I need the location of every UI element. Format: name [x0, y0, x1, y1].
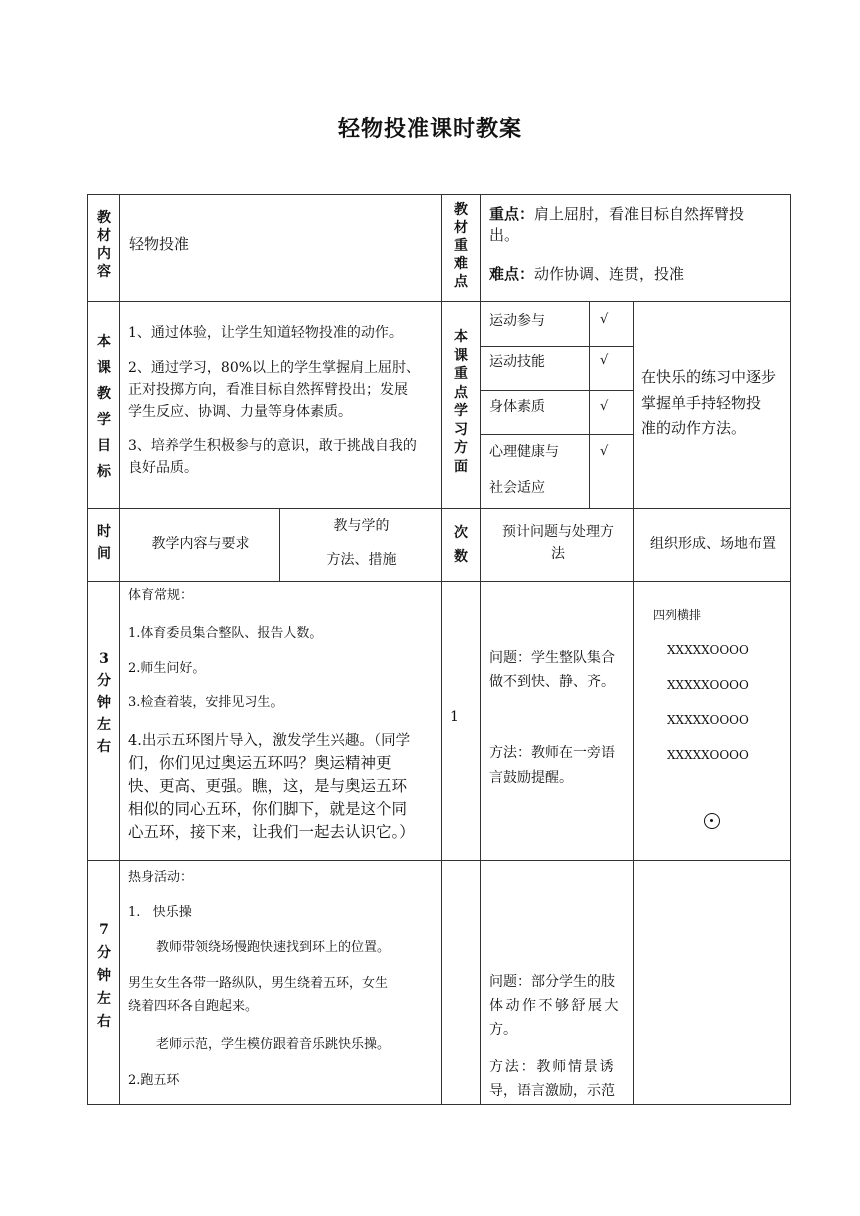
goal-line: 1、通过体验，让学生知道轻物投准的动作。	[128, 325, 403, 341]
goal-line: 正对投掷方向，看准目标自然挥臂投出；发展	[128, 382, 408, 398]
check-mark: √	[600, 399, 609, 414]
sec1-problem-line: 问题：学生整队集合	[489, 650, 615, 666]
row2-label-cell	[87, 301, 120, 509]
aspect-label: 心理健康与	[489, 444, 559, 460]
sec1-formation-cell	[633, 581, 791, 861]
summary-line: 准的动作方法。	[641, 419, 747, 437]
row2-label2-cell	[441, 301, 481, 509]
summary-line: 在快乐的练习中逐步	[641, 368, 777, 386]
sec2-solution-line: 导，语言激励，示范	[489, 1083, 615, 1099]
header-problem-line2: 法	[551, 546, 565, 562]
key-point-line2: 出。	[489, 226, 520, 244]
sec1-count: 1	[450, 709, 459, 725]
header-count-cell	[441, 508, 481, 582]
header-org: 组织形成、场地布置	[650, 536, 776, 552]
row2-goals-cell	[119, 301, 442, 509]
header-method-cell	[279, 508, 442, 582]
sec1-line: 4.出示五环图片导入，激发学生兴趣。（同学	[128, 733, 411, 749]
sec1-line: 体育常规：	[128, 588, 194, 603]
header-method-line2: 方法、措施	[326, 552, 397, 568]
goal-line: 2、通过学习，80%以上的学生掌握肩上屈肘、	[128, 360, 421, 376]
sec1-line: 2.师生问好。	[128, 661, 206, 676]
aspect-label: 运动技能	[489, 354, 545, 370]
sec2-time: 7分钟左右	[97, 922, 111, 1030]
header-problem-line1: 预计问题与处理方	[502, 524, 614, 540]
teacher-position-icon	[704, 813, 720, 829]
material-content: 轻物投准	[129, 235, 190, 253]
sec1-problem-cell	[480, 581, 634, 861]
row2-label: 本课教学目标	[97, 334, 111, 480]
aspect-label: 社会适应	[489, 480, 545, 496]
header-problem-cell	[480, 508, 634, 582]
sec2-content-cell	[119, 860, 442, 1105]
formation-row: XXXXXOOOO	[667, 713, 749, 727]
formation-row: XXXXXOOOO	[667, 643, 749, 657]
sec1-time-cell	[87, 581, 120, 861]
check-mark: √	[600, 444, 609, 459]
row1-label2-cell	[441, 194, 481, 302]
difficulty-text: 动作协调、连贯，投准	[534, 265, 685, 283]
formation-row: XXXXXOOOO	[667, 678, 749, 692]
formation-row: XXXXXOOOO	[667, 748, 749, 762]
sec1-line: 1.体育委员集合整队、报告人数。	[128, 626, 323, 641]
sec2-problem-cell	[480, 860, 634, 1105]
header-org-cell	[633, 508, 791, 582]
sec1-content-cell	[119, 581, 442, 861]
check-mark: √	[600, 312, 609, 327]
sec2-line: 教师带领绕场慢跑快速找到环上的位置。	[156, 940, 391, 955]
header-content: 教学内容与要求	[151, 536, 250, 552]
sec1-solution-line: 方法：教师在一旁语	[489, 745, 615, 761]
check-mark: √	[600, 353, 609, 368]
sec1-count-cell	[441, 581, 481, 861]
page-title: 轻物投准课时教案	[337, 116, 522, 142]
sec1-line: 们，你们见过奥运五环吗？奥运精神更	[128, 754, 392, 772]
sec1-problem-line: 做不到快、静、齐。	[489, 674, 615, 690]
goal-line: 学生反应、协调、力量等身体素质。	[128, 404, 352, 420]
row1-label2: 教材重难点	[454, 202, 468, 290]
sec2-problem-line: 问题：部分学生的肢	[489, 974, 615, 990]
header-time-cell	[87, 508, 120, 582]
header-count: 次数	[454, 525, 468, 565]
sec1-time: 3分钟左右	[97, 651, 111, 755]
sec1-line: 相似的同心五环，你们脚下，就是这个同	[128, 800, 408, 818]
sec2-line: 1. 快乐操	[128, 905, 192, 920]
aspect-cell	[480, 346, 590, 391]
goal-line: 3、培养学生积极参与的意识，敢于挑战自我的	[128, 438, 417, 454]
sec2-line: 热身活动：	[128, 870, 194, 885]
header-method-line1: 教与学的	[333, 518, 390, 534]
sec1-solution-line: 言鼓励提醒。	[489, 770, 573, 786]
sec1-line: 快、更高、更强。瞧，这，是与奥运五环	[128, 777, 408, 795]
formation-title: 四列横排	[653, 608, 702, 622]
sec1-line: 心五环，接下来，让我们一起去认识它。）	[128, 823, 415, 841]
sec2-problem-line: 方。	[489, 1022, 517, 1038]
sec2-line: 绕着四环各自跑起来。	[128, 999, 259, 1014]
sec2-line: 男生女生各带一路纵队，男生绕着五环，女生	[128, 976, 389, 991]
sec2-problem-line: 体动作不够舒展大	[489, 998, 621, 1014]
sec1-line: 3.检查着装，安排见习生。	[128, 695, 284, 710]
row1-content-cell	[119, 194, 442, 302]
key-point-line1	[489, 205, 744, 223]
check-cell	[589, 434, 634, 509]
difficulty-line	[489, 265, 684, 283]
header-time: 时间	[97, 524, 111, 562]
summary-cell	[633, 301, 791, 509]
aspect-label: 运动参与	[489, 313, 545, 329]
aspect-cell	[480, 434, 590, 509]
goal-line: 良好品质。	[128, 460, 198, 476]
row1-label: 教材内容	[97, 210, 111, 280]
row1-keypoints-cell	[480, 194, 791, 302]
row2-label2: 本课重点学习方面	[454, 329, 468, 475]
sec2-line: 2.跑五环	[128, 1073, 180, 1088]
aspect-label: 身体素质	[489, 399, 545, 415]
difficulty-label: 难点：	[489, 265, 535, 283]
sec2-solution-line: 方法：教师情景诱	[489, 1059, 616, 1075]
aspect-cell	[480, 390, 590, 435]
sec2-line: 老师示范，学生模仿跟着音乐跳快乐操。	[156, 1037, 391, 1052]
sec2-count-cell	[441, 860, 481, 1105]
check-cell	[589, 390, 634, 435]
summary-line: 掌握单手持轻物投	[641, 394, 762, 412]
key-point-text: 肩上屈肘，看准目标自然挥臂投	[534, 205, 745, 223]
sec2-formation-cell	[633, 860, 791, 1105]
row1-label-cell	[87, 194, 120, 302]
key-point-label: 重点：	[489, 205, 535, 223]
aspect-cell	[480, 301, 590, 347]
sec2-time-cell	[87, 860, 120, 1105]
header-content-cell	[119, 508, 280, 582]
check-cell	[589, 346, 634, 391]
check-cell	[589, 301, 634, 347]
